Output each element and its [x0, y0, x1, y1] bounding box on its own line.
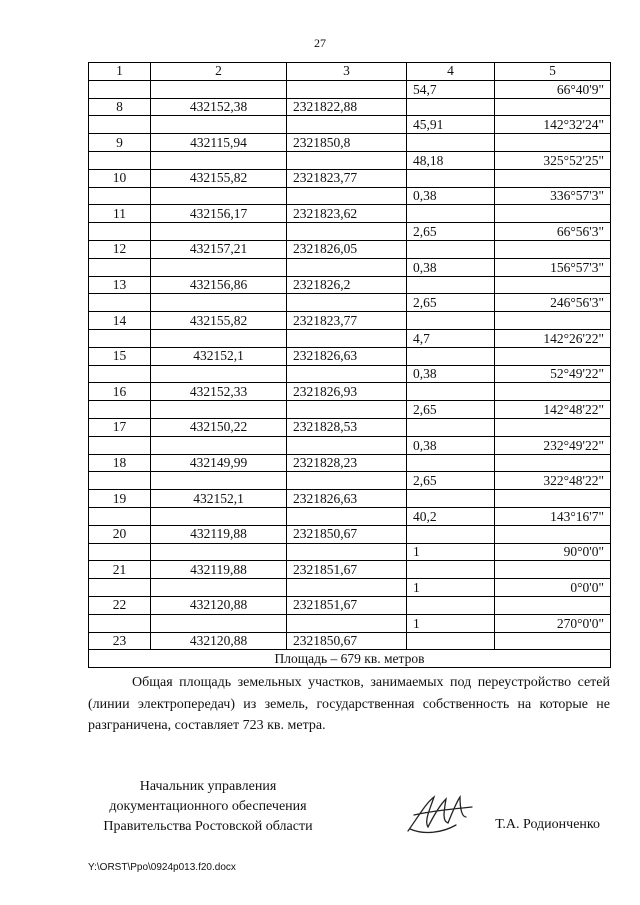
y-coordinate-cell	[287, 436, 407, 454]
y-coordinate-cell: 2321828,53	[287, 418, 407, 436]
segment-row	[89, 151, 611, 169]
point-row	[89, 134, 611, 152]
direction-angle-cell	[495, 632, 611, 650]
point-number-cell: 10	[89, 169, 151, 187]
segment-length-cell: 2,65	[407, 223, 495, 241]
segment-length-cell	[407, 454, 495, 472]
y-coordinate-cell: 2321826,93	[287, 383, 407, 401]
direction-angle-cell	[495, 134, 611, 152]
segment-length-cell: 0,38	[407, 365, 495, 383]
segment-row	[89, 116, 611, 134]
direction-angle-cell	[495, 454, 611, 472]
y-coordinate-cell: 2321826,63	[287, 347, 407, 365]
file-path: Y:\ORST\Ppo\0924p013.f20.docx	[88, 862, 236, 873]
segment-length-cell	[407, 169, 495, 187]
direction-angle-cell: 90°0'0"	[495, 543, 611, 561]
direction-angle-cell	[495, 347, 611, 365]
segment-length-cell: 0,38	[407, 436, 495, 454]
segment-length-cell	[407, 205, 495, 223]
segment-row	[89, 507, 611, 525]
segment-row	[89, 329, 611, 347]
y-coordinate-cell: 2321826,05	[287, 240, 407, 258]
signatory-name: Т.А. Родионченко	[495, 817, 600, 832]
header-cell: 5	[495, 63, 611, 81]
point-number-cell	[89, 543, 151, 561]
point-number-cell: 23	[89, 632, 151, 650]
point-number-cell: 21	[89, 561, 151, 579]
y-coordinate-cell	[287, 294, 407, 312]
header-cell: 1	[89, 63, 151, 81]
direction-angle-cell	[495, 525, 611, 543]
direction-angle-cell: 322°48'22"	[495, 472, 611, 490]
point-number-cell: 8	[89, 98, 151, 116]
handwritten-signature	[404, 791, 476, 837]
y-coordinate-cell: 2321851,67	[287, 596, 407, 614]
point-row	[89, 276, 611, 294]
y-coordinate-cell	[287, 258, 407, 276]
x-coordinate-cell: 432157,21	[151, 240, 287, 258]
area-row	[89, 650, 611, 668]
segment-row	[89, 401, 611, 419]
segment-row	[89, 258, 611, 276]
direction-angle-cell: 232°49'22"	[495, 436, 611, 454]
y-coordinate-cell	[287, 507, 407, 525]
direction-angle-cell	[495, 276, 611, 294]
direction-angle-cell: 52°49'22"	[495, 365, 611, 383]
point-number-cell: 13	[89, 276, 151, 294]
point-row	[89, 418, 611, 436]
x-coordinate-cell	[151, 365, 287, 383]
x-coordinate-cell	[151, 614, 287, 632]
area-total-cell: Площадь – 679 кв. метров	[89, 650, 611, 668]
segment-length-cell: 45,91	[407, 116, 495, 134]
y-coordinate-cell: 2321826,2	[287, 276, 407, 294]
point-number-cell: 15	[89, 347, 151, 365]
direction-angle-cell	[495, 418, 611, 436]
y-coordinate-cell: 2321822,88	[287, 98, 407, 116]
signatory-title	[88, 777, 328, 837]
point-number-cell	[89, 472, 151, 490]
point-number-cell: 14	[89, 312, 151, 330]
segment-length-cell: 48,18	[407, 151, 495, 169]
point-row	[89, 490, 611, 508]
point-number-cell: 18	[89, 454, 151, 472]
segment-length-cell	[407, 561, 495, 579]
segment-length-cell: 40,2	[407, 507, 495, 525]
point-row	[89, 383, 611, 401]
segment-length-cell	[407, 632, 495, 650]
direction-angle-cell: 0°0'0"	[495, 579, 611, 597]
point-row	[89, 169, 611, 187]
y-coordinate-cell: 2321823,77	[287, 312, 407, 330]
y-coordinate-cell	[287, 329, 407, 347]
x-coordinate-cell: 432150,22	[151, 418, 287, 436]
point-number-cell	[89, 80, 151, 98]
segment-length-cell	[407, 134, 495, 152]
y-coordinate-cell	[287, 116, 407, 134]
x-coordinate-cell	[151, 401, 287, 419]
segment-row	[89, 223, 611, 241]
segment-length-cell: 1	[407, 579, 495, 597]
direction-angle-cell	[495, 169, 611, 187]
point-number-cell	[89, 116, 151, 134]
direction-angle-cell: 142°26'22"	[495, 329, 611, 347]
page-number: 27	[314, 36, 326, 50]
point-number-cell	[89, 187, 151, 205]
segment-row	[89, 472, 611, 490]
segment-length-cell	[407, 525, 495, 543]
point-row	[89, 347, 611, 365]
point-row	[89, 312, 611, 330]
segment-length-cell	[407, 276, 495, 294]
point-row	[89, 525, 611, 543]
y-coordinate-cell	[287, 472, 407, 490]
point-number-cell	[89, 294, 151, 312]
segment-row	[89, 543, 611, 561]
point-number-cell: 19	[89, 490, 151, 508]
point-row	[89, 205, 611, 223]
x-coordinate-cell	[151, 187, 287, 205]
x-coordinate-cell	[151, 116, 287, 134]
y-coordinate-cell	[287, 187, 407, 205]
x-coordinate-cell	[151, 258, 287, 276]
point-number-cell: 17	[89, 418, 151, 436]
direction-angle-cell: 143°16'7"	[495, 507, 611, 525]
segment-row	[89, 365, 611, 383]
signatory-title-line: Начальник управления	[139, 779, 277, 794]
point-row	[89, 454, 611, 472]
segment-row	[89, 294, 611, 312]
point-number-cell: 12	[89, 240, 151, 258]
direction-angle-cell: 142°48'22"	[495, 401, 611, 419]
segment-length-cell: 1	[407, 543, 495, 561]
x-coordinate-cell: 432120,88	[151, 596, 287, 614]
point-number-cell	[89, 365, 151, 383]
direction-angle-cell	[495, 561, 611, 579]
segment-length-cell	[407, 383, 495, 401]
x-coordinate-cell: 432119,88	[151, 525, 287, 543]
point-row	[89, 561, 611, 579]
coordinates-table	[88, 62, 611, 668]
y-coordinate-cell: 2321850,8	[287, 134, 407, 152]
y-coordinate-cell: 2321850,67	[287, 632, 407, 650]
point-number-cell: 11	[89, 205, 151, 223]
x-coordinate-cell	[151, 543, 287, 561]
direction-angle-cell	[495, 312, 611, 330]
segment-row	[89, 80, 611, 98]
point-number-cell	[89, 579, 151, 597]
x-coordinate-cell	[151, 223, 287, 241]
x-coordinate-cell	[151, 151, 287, 169]
x-coordinate-cell	[151, 294, 287, 312]
x-coordinate-cell: 432155,82	[151, 312, 287, 330]
x-coordinate-cell	[151, 472, 287, 490]
header-cell: 2	[151, 63, 287, 81]
direction-angle-cell: 246°56'3"	[495, 294, 611, 312]
direction-angle-cell: 142°32'24"	[495, 116, 611, 134]
segment-row	[89, 614, 611, 632]
x-coordinate-cell: 432152,33	[151, 383, 287, 401]
x-coordinate-cell: 432152,1	[151, 347, 287, 365]
segment-length-cell	[407, 418, 495, 436]
segment-length-cell: 0,38	[407, 258, 495, 276]
segment-length-cell: 1	[407, 614, 495, 632]
summary-paragraph: Общая площадь земельных участков, занимаемых под переустройство сетей (линии электропередач) из земель, государственная собственность на которые не разграничена, составляет 723 кв. метра.	[88, 675, 610, 733]
point-row	[89, 98, 611, 116]
point-number-cell: 22	[89, 596, 151, 614]
x-coordinate-cell: 432149,99	[151, 454, 287, 472]
direction-angle-cell: 325°52'25"	[495, 151, 611, 169]
point-number-cell: 16	[89, 383, 151, 401]
segment-length-cell	[407, 312, 495, 330]
x-coordinate-cell: 432120,88	[151, 632, 287, 650]
y-coordinate-cell	[287, 151, 407, 169]
segment-length-cell	[407, 490, 495, 508]
x-coordinate-cell	[151, 579, 287, 597]
segment-length-cell	[407, 596, 495, 614]
point-number-cell	[89, 507, 151, 525]
x-coordinate-cell: 432119,88	[151, 561, 287, 579]
point-number-cell	[89, 614, 151, 632]
direction-angle-cell	[495, 240, 611, 258]
segment-length-cell: 2,65	[407, 472, 495, 490]
table-header-row	[89, 63, 611, 81]
signatory-title-line: документационного обеспечения	[109, 799, 307, 814]
y-coordinate-cell	[287, 80, 407, 98]
point-number-cell	[89, 436, 151, 454]
point-number-cell	[89, 401, 151, 419]
y-coordinate-cell	[287, 223, 407, 241]
point-number-cell	[89, 223, 151, 241]
header-cell: 3	[287, 63, 407, 81]
direction-angle-cell	[495, 98, 611, 116]
direction-angle-cell	[495, 205, 611, 223]
x-coordinate-cell: 432152,38	[151, 98, 287, 116]
point-row	[89, 596, 611, 614]
segment-length-cell: 2,65	[407, 294, 495, 312]
y-coordinate-cell	[287, 401, 407, 419]
direction-angle-cell: 66°40'9"	[495, 80, 611, 98]
x-coordinate-cell	[151, 329, 287, 347]
x-coordinate-cell: 432156,86	[151, 276, 287, 294]
x-coordinate-cell	[151, 436, 287, 454]
direction-angle-cell: 66°56'3"	[495, 223, 611, 241]
y-coordinate-cell	[287, 365, 407, 383]
y-coordinate-cell: 2321850,67	[287, 525, 407, 543]
signatory-title-line: Правительства Ростовской области	[103, 819, 313, 834]
point-row	[89, 240, 611, 258]
point-number-cell	[89, 329, 151, 347]
x-coordinate-cell: 432115,94	[151, 134, 287, 152]
header-cell: 4	[407, 63, 495, 81]
x-coordinate-cell	[151, 80, 287, 98]
y-coordinate-cell: 2321823,77	[287, 169, 407, 187]
direction-angle-cell: 336°57'3"	[495, 187, 611, 205]
direction-angle-cell	[495, 490, 611, 508]
segment-row	[89, 579, 611, 597]
y-coordinate-cell	[287, 543, 407, 561]
y-coordinate-cell: 2321826,63	[287, 490, 407, 508]
y-coordinate-cell: 2321851,67	[287, 561, 407, 579]
x-coordinate-cell: 432155,82	[151, 169, 287, 187]
direction-angle-cell: 156°57'3"	[495, 258, 611, 276]
segment-length-cell: 54,7	[407, 80, 495, 98]
direction-angle-cell	[495, 596, 611, 614]
segment-length-cell: 0,38	[407, 187, 495, 205]
segment-row	[89, 436, 611, 454]
x-coordinate-cell: 432156,17	[151, 205, 287, 223]
point-number-cell: 20	[89, 525, 151, 543]
segment-length-cell	[407, 98, 495, 116]
y-coordinate-cell	[287, 614, 407, 632]
point-number-cell	[89, 258, 151, 276]
y-coordinate-cell	[287, 579, 407, 597]
x-coordinate-cell: 432152,1	[151, 490, 287, 508]
direction-angle-cell: 270°0'0"	[495, 614, 611, 632]
x-coordinate-cell	[151, 507, 287, 525]
segment-length-cell	[407, 240, 495, 258]
y-coordinate-cell: 2321823,62	[287, 205, 407, 223]
y-coordinate-cell: 2321828,23	[287, 454, 407, 472]
segment-length-cell	[407, 347, 495, 365]
segment-length-cell: 2,65	[407, 401, 495, 419]
point-number-cell: 9	[89, 134, 151, 152]
segment-row	[89, 187, 611, 205]
direction-angle-cell	[495, 383, 611, 401]
segment-length-cell: 4,7	[407, 329, 495, 347]
point-number-cell	[89, 151, 151, 169]
point-row	[89, 632, 611, 650]
